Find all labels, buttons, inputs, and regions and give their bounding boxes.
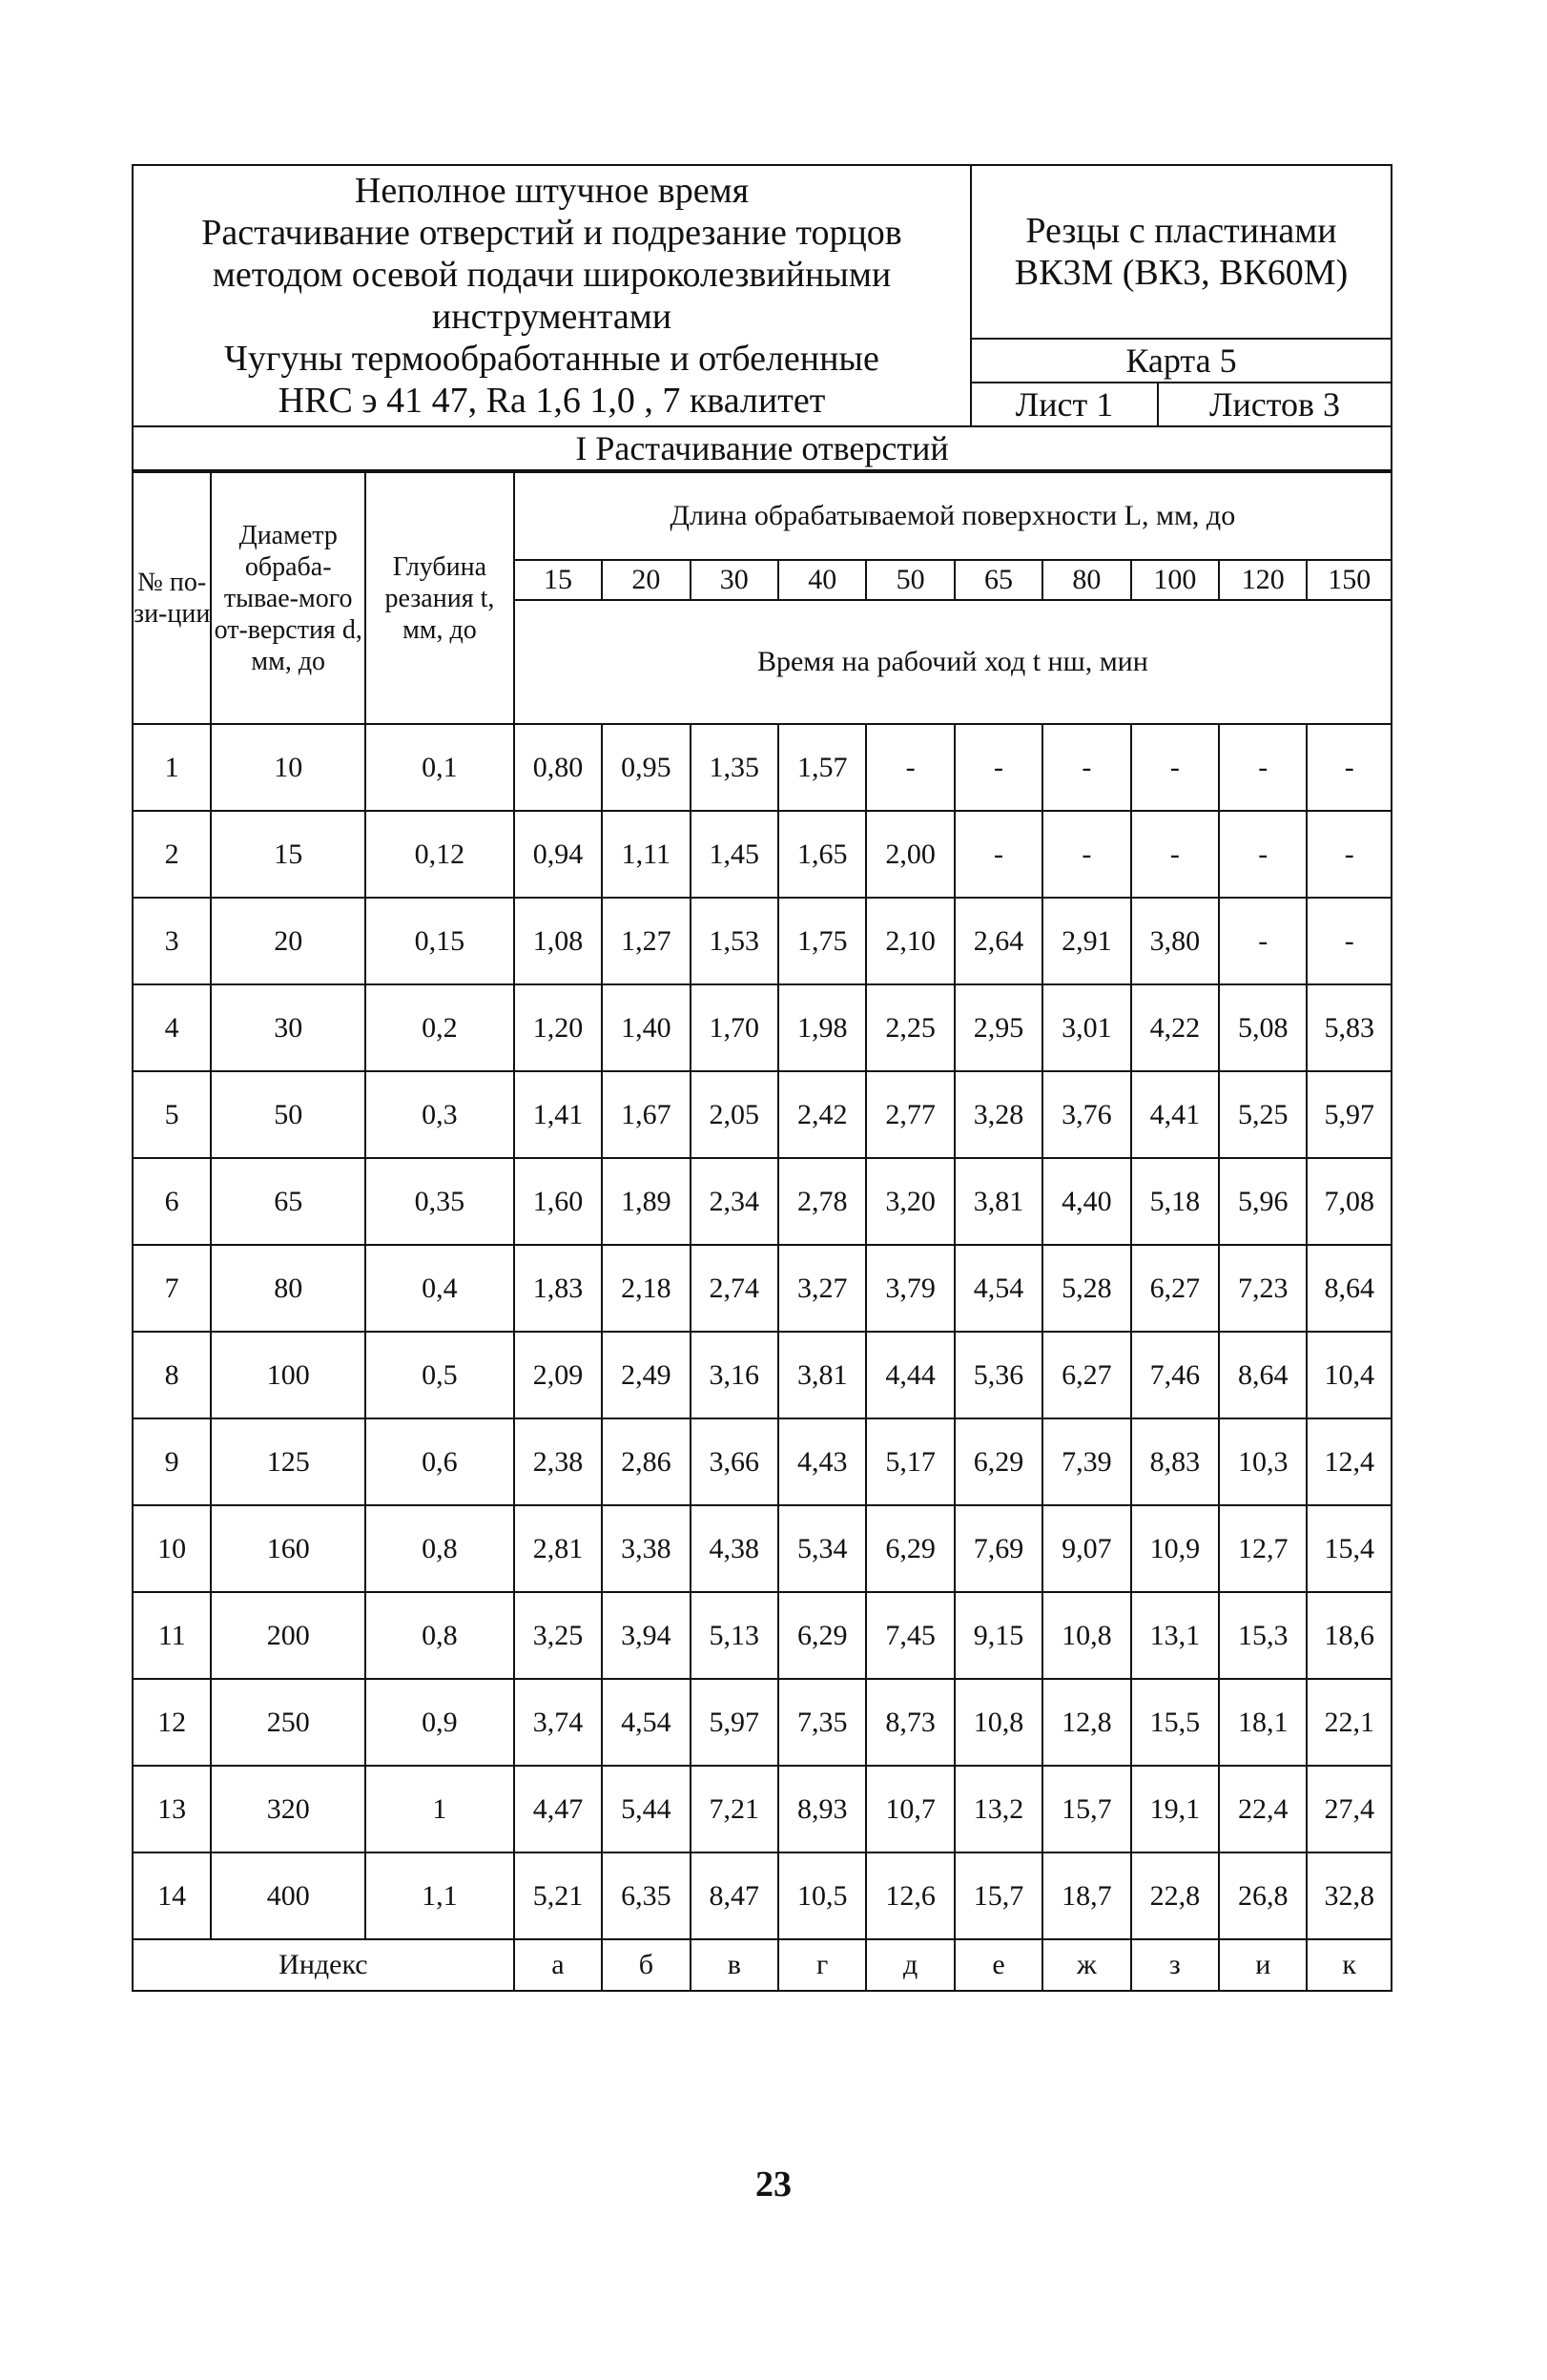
time-cell: 10,8 [1042, 1592, 1130, 1679]
time-cell: 1,67 [602, 1071, 690, 1158]
time-cell: 3,81 [955, 1158, 1042, 1245]
time-cell: 1,45 [691, 811, 778, 898]
length-col-header: 100 [1131, 560, 1219, 600]
card-info [972, 166, 1391, 425]
diameter-cell: 80 [211, 1245, 365, 1332]
time-cell: 3,38 [602, 1505, 690, 1592]
table-row [133, 1245, 1392, 1332]
time-cell: 5,08 [1219, 984, 1307, 1071]
time-cell: 1,20 [514, 984, 602, 1071]
length-col-header: 120 [1219, 560, 1307, 600]
time-cell: 8,93 [778, 1766, 866, 1852]
time-cell: 19,1 [1131, 1766, 1219, 1852]
time-cell: 3,80 [1131, 898, 1219, 984]
table-row [133, 1158, 1392, 1245]
position-cell: 11 [133, 1592, 211, 1679]
time-cell: 5,34 [778, 1505, 866, 1592]
time-cell: 1,98 [778, 984, 866, 1071]
index-row [133, 1939, 1392, 1991]
time-cell: 5,18 [1131, 1158, 1219, 1245]
time-cell: 10,7 [866, 1766, 954, 1852]
time-cell: 5,17 [866, 1418, 954, 1505]
time-cell: - [1219, 898, 1307, 984]
col-position-header: № по-зи-ции [133, 472, 211, 724]
time-cell: 18,1 [1219, 1679, 1307, 1766]
table-row [133, 811, 1392, 898]
time-cell: 2,42 [778, 1071, 866, 1158]
table-row [133, 1852, 1392, 1939]
time-cell: 8,64 [1219, 1332, 1307, 1418]
position-cell: 13 [133, 1766, 211, 1852]
time-cell: 32,8 [1307, 1852, 1392, 1939]
index-cell: к [1307, 1939, 1392, 1991]
time-cell: 5,97 [1307, 1071, 1392, 1158]
time-cell: 3,76 [1042, 1071, 1130, 1158]
time-header: Время на рабочий ход t нш, мин [514, 600, 1392, 724]
time-table [132, 471, 1392, 1992]
time-cell: 5,83 [1307, 984, 1392, 1071]
position-cell: 8 [133, 1332, 211, 1418]
time-cell: 3,28 [955, 1071, 1042, 1158]
index-cell: г [778, 1939, 866, 1991]
depth-cell: 0,15 [365, 898, 514, 984]
time-cell: 1,57 [778, 724, 866, 811]
time-cell: 1,53 [691, 898, 778, 984]
time-cell: 3,25 [514, 1592, 602, 1679]
time-cell: 8,47 [691, 1852, 778, 1939]
time-cell: 0,80 [514, 724, 602, 811]
sheet-number: Лист 1 [972, 383, 1159, 425]
time-cell: 1,40 [602, 984, 690, 1071]
position-cell: 14 [133, 1852, 211, 1939]
index-cell: в [691, 1939, 778, 1991]
time-cell: - [1307, 811, 1392, 898]
diameter-cell: 400 [211, 1852, 365, 1939]
table-row [133, 1592, 1392, 1679]
depth-cell: 0,6 [365, 1418, 514, 1505]
time-cell: 7,46 [1131, 1332, 1219, 1418]
time-cell: 2,86 [602, 1418, 690, 1505]
time-cell: 5,36 [955, 1332, 1042, 1418]
time-cell: 15,3 [1219, 1592, 1307, 1679]
time-cell: 12,4 [1307, 1418, 1392, 1505]
length-col-header: 50 [866, 560, 954, 600]
time-cell: 18,6 [1307, 1592, 1392, 1679]
time-cell: 5,25 [1219, 1071, 1307, 1158]
depth-cell: 0,4 [365, 1245, 514, 1332]
card-title [134, 166, 972, 425]
time-cell: 4,54 [955, 1245, 1042, 1332]
time-cell: 6,27 [1131, 1245, 1219, 1332]
title-line: инструментами [431, 297, 672, 337]
time-cell: - [1219, 811, 1307, 898]
time-cell: 7,39 [1042, 1418, 1130, 1505]
time-cell: 22,4 [1219, 1766, 1307, 1852]
time-cell: 2,64 [955, 898, 1042, 984]
time-cell: 4,22 [1131, 984, 1219, 1071]
time-cell: - [1219, 724, 1307, 811]
depth-cell: 0,1 [365, 724, 514, 811]
time-cell: 6,27 [1042, 1332, 1130, 1418]
time-cell: 9,07 [1042, 1505, 1130, 1592]
position-cell: 3 [133, 898, 211, 984]
time-cell: 3,27 [778, 1245, 866, 1332]
diameter-cell: 30 [211, 984, 365, 1071]
time-cell: 3,79 [866, 1245, 954, 1332]
time-cell: 5,96 [1219, 1158, 1307, 1245]
time-cell: 1,65 [778, 811, 866, 898]
col-depth-header: Глубина резания t, мм, до [365, 472, 514, 724]
table-row [133, 1766, 1392, 1852]
tool-line: ВК3М (ВК3, ВК60М) [1014, 253, 1349, 293]
time-cell: 10,5 [778, 1852, 866, 1939]
time-cell: 2,74 [691, 1245, 778, 1332]
index-cell: ж [1042, 1939, 1130, 1991]
depth-cell: 0,8 [365, 1592, 514, 1679]
diameter-cell: 65 [211, 1158, 365, 1245]
index-cell: б [602, 1939, 690, 1991]
index-cell: е [955, 1939, 1042, 1991]
time-cell: 0,94 [514, 811, 602, 898]
time-cell: 5,13 [691, 1592, 778, 1679]
time-cell: 3,16 [691, 1332, 778, 1418]
time-cell: 8,64 [1307, 1245, 1392, 1332]
index-cell: а [514, 1939, 602, 1991]
time-cell: - [1131, 811, 1219, 898]
diameter-cell: 320 [211, 1766, 365, 1852]
position-cell: 10 [133, 1505, 211, 1592]
time-cell: 4,54 [602, 1679, 690, 1766]
title-line: Растачивание отверстий и подрезание торцов [201, 213, 902, 253]
table-row [133, 1418, 1392, 1505]
index-label: Индекс [133, 1939, 514, 1991]
time-cell: 1,89 [602, 1158, 690, 1245]
time-cell: 13,1 [1131, 1592, 1219, 1679]
time-cell: 2,81 [514, 1505, 602, 1592]
time-cell: 13,2 [955, 1766, 1042, 1852]
time-cell: 2,38 [514, 1418, 602, 1505]
sheet-info [972, 383, 1391, 425]
time-cell: 0,95 [602, 724, 690, 811]
time-cell: 15,7 [955, 1852, 1042, 1939]
tool-line: Резцы с пластинами [1025, 211, 1337, 251]
time-cell: 5,28 [1042, 1245, 1130, 1332]
time-cell: 10,8 [955, 1679, 1042, 1766]
time-cell: 2,91 [1042, 898, 1130, 984]
time-cell: 4,44 [866, 1332, 954, 1418]
time-cell: 2,00 [866, 811, 954, 898]
time-cell: 2,78 [778, 1158, 866, 1245]
position-cell: 7 [133, 1245, 211, 1332]
time-cell: 5,44 [602, 1766, 690, 1852]
length-col-header: 15 [514, 560, 602, 600]
time-cell: 3,94 [602, 1592, 690, 1679]
time-cell: - [1042, 724, 1130, 811]
time-cell: 8,73 [866, 1679, 954, 1766]
time-cell: 1,70 [691, 984, 778, 1071]
time-cell: 7,35 [778, 1679, 866, 1766]
time-cell: 4,40 [1042, 1158, 1130, 1245]
time-cell: 7,21 [691, 1766, 778, 1852]
length-header: Длина обрабатываемой поверхности L, мм, до [514, 472, 1392, 560]
table-row [133, 984, 1392, 1071]
position-cell: 9 [133, 1418, 211, 1505]
time-cell: - [1131, 724, 1219, 811]
time-cell: 2,09 [514, 1332, 602, 1418]
header-block [132, 164, 1392, 425]
time-cell: 7,69 [955, 1505, 1042, 1592]
position-cell: 12 [133, 1679, 211, 1766]
sheets-total: Листов 3 [1209, 385, 1340, 424]
time-cell: 2,25 [866, 984, 954, 1071]
time-cell: - [1307, 898, 1392, 984]
time-cell: 26,8 [1219, 1852, 1307, 1939]
depth-cell: 1 [365, 1766, 514, 1852]
time-cell: 3,81 [778, 1332, 866, 1418]
time-cell: 12,8 [1042, 1679, 1130, 1766]
depth-cell: 0,3 [365, 1071, 514, 1158]
index-cell: и [1219, 1939, 1307, 1991]
position-cell: 6 [133, 1158, 211, 1245]
time-cell: 6,29 [778, 1592, 866, 1679]
depth-cell: 0,9 [365, 1679, 514, 1766]
table-row [133, 1679, 1392, 1766]
time-cell: 27,4 [1307, 1766, 1392, 1852]
tool-description [972, 166, 1391, 340]
time-cell: 4,38 [691, 1505, 778, 1592]
section-title: I Растачивание отверстий [132, 425, 1392, 471]
time-cell: 2,05 [691, 1071, 778, 1158]
diameter-cell: 50 [211, 1071, 365, 1158]
time-cell: 6,35 [602, 1852, 690, 1939]
table-row [133, 1071, 1392, 1158]
time-cell: 7,45 [866, 1592, 954, 1679]
time-cell: 12,6 [866, 1852, 954, 1939]
depth-cell: 0,12 [365, 811, 514, 898]
time-cell: 1,11 [602, 811, 690, 898]
time-cell: 1,08 [514, 898, 602, 984]
page-number: 23 [755, 2164, 792, 2204]
time-cell: 15,5 [1131, 1679, 1219, 1766]
title-line: методом осевой подачи широколезвийными [212, 255, 892, 295]
time-cell: 9,15 [955, 1592, 1042, 1679]
title-line: HRC э 41 47, Ra 1,6 1,0 , 7 квалитет [278, 381, 826, 421]
time-cell: 2,34 [691, 1158, 778, 1245]
diameter-cell: 10 [211, 724, 365, 811]
time-cell: 2,95 [955, 984, 1042, 1071]
title-line: Неполное штучное время [354, 171, 750, 211]
col-diameter-header: Диаметр обраба-тывае-мого от-верстия d, мм, до [211, 472, 365, 724]
length-col-header: 20 [602, 560, 690, 600]
diameter-cell: 15 [211, 811, 365, 898]
position-cell: 2 [133, 811, 211, 898]
time-cell: 3,01 [1042, 984, 1130, 1071]
time-cell: 3,66 [691, 1418, 778, 1505]
time-cell: - [955, 811, 1042, 898]
time-cell: - [866, 724, 954, 811]
time-cell: 7,08 [1307, 1158, 1392, 1245]
time-cell: 2,77 [866, 1071, 954, 1158]
time-cell: 1,35 [691, 724, 778, 811]
time-cell: 18,7 [1042, 1852, 1130, 1939]
diameter-cell: 250 [211, 1679, 365, 1766]
time-cell: 5,21 [514, 1852, 602, 1939]
time-cell: 2,49 [602, 1332, 690, 1418]
diameter-cell: 125 [211, 1418, 365, 1505]
time-cell: 1,27 [602, 898, 690, 984]
length-col-header: 30 [691, 560, 778, 600]
card-number: Карта 5 [972, 340, 1391, 383]
depth-cell: 0,2 [365, 984, 514, 1071]
time-cell: 2,18 [602, 1245, 690, 1332]
time-cell: 10,9 [1131, 1505, 1219, 1592]
table-row [133, 1505, 1392, 1592]
title-line: Чугуны термообработанные и отбеленные [224, 339, 879, 379]
time-cell: 3,20 [866, 1158, 954, 1245]
time-cell: 2,10 [866, 898, 954, 984]
diameter-cell: 160 [211, 1505, 365, 1592]
time-cell: 22,1 [1307, 1679, 1392, 1766]
time-cell: 5,97 [691, 1679, 778, 1766]
position-cell: 4 [133, 984, 211, 1071]
time-cell: 1,83 [514, 1245, 602, 1332]
time-cell: - [1307, 724, 1392, 811]
time-cell: 1,60 [514, 1158, 602, 1245]
time-cell: 4,43 [778, 1418, 866, 1505]
diameter-cell: 20 [211, 898, 365, 984]
time-cell: 15,7 [1042, 1766, 1130, 1852]
time-cell: 8,83 [1131, 1418, 1219, 1505]
time-cell: 7,23 [1219, 1245, 1307, 1332]
depth-cell: 0,5 [365, 1332, 514, 1418]
time-cell: - [955, 724, 1042, 811]
length-col-header: 80 [1042, 560, 1130, 600]
time-cell: 4,41 [1131, 1071, 1219, 1158]
position-cell: 5 [133, 1071, 211, 1158]
diameter-cell: 200 [211, 1592, 365, 1679]
length-col-header: 65 [955, 560, 1042, 600]
time-cell: 1,41 [514, 1071, 602, 1158]
table-row [133, 898, 1392, 984]
time-cell: 22,8 [1131, 1852, 1219, 1939]
time-cell: 10,3 [1219, 1418, 1307, 1505]
time-cell: 15,4 [1307, 1505, 1392, 1592]
time-cell: 1,75 [778, 898, 866, 984]
index-cell: з [1131, 1939, 1219, 1991]
position-cell: 1 [133, 724, 211, 811]
depth-cell: 1,1 [365, 1852, 514, 1939]
depth-cell: 0,8 [365, 1505, 514, 1592]
time-cell: - [1042, 811, 1130, 898]
diameter-cell: 100 [211, 1332, 365, 1418]
time-cell: 12,7 [1219, 1505, 1307, 1592]
norm-card [132, 164, 1392, 1992]
length-col-header: 150 [1307, 560, 1392, 600]
time-cell: 4,47 [514, 1766, 602, 1852]
table-row [133, 1332, 1392, 1418]
index-cell: д [866, 1939, 954, 1991]
time-cell: 6,29 [955, 1418, 1042, 1505]
time-cell: 3,74 [514, 1679, 602, 1766]
time-cell: 6,29 [866, 1505, 954, 1592]
table-row [133, 724, 1392, 811]
depth-cell: 0,35 [365, 1158, 514, 1245]
length-col-header: 40 [778, 560, 866, 600]
time-cell: 10,4 [1307, 1332, 1392, 1418]
